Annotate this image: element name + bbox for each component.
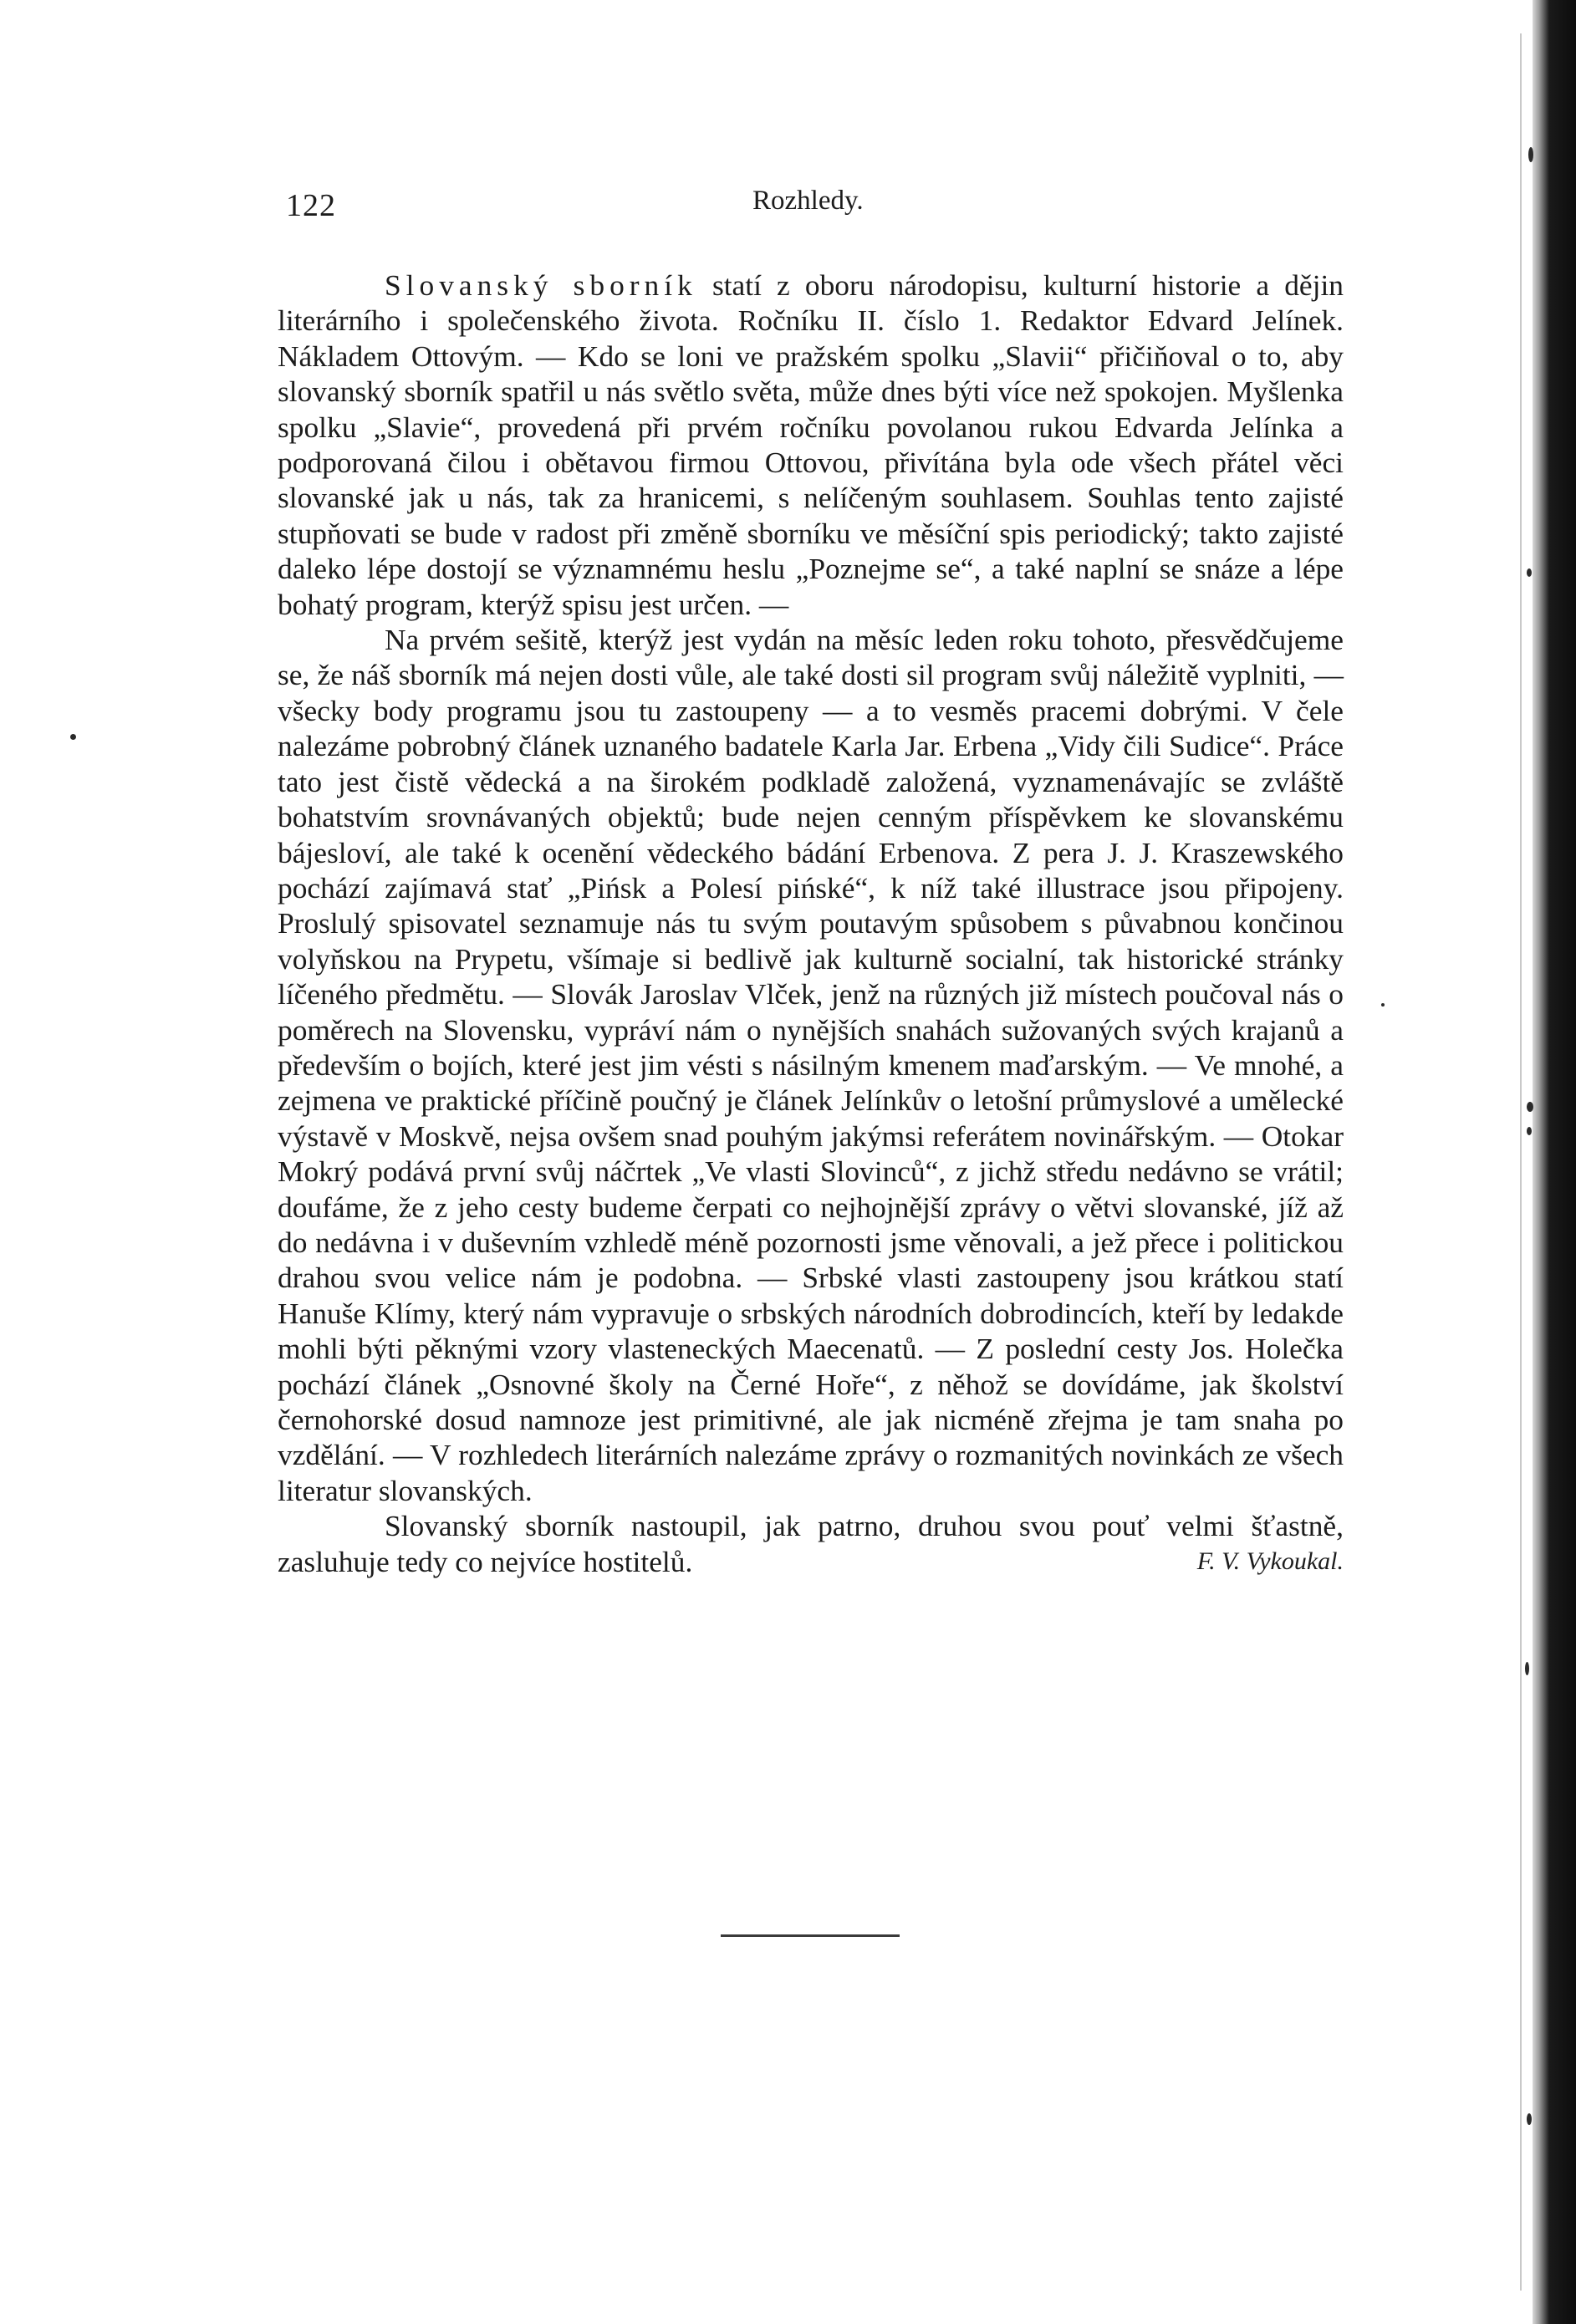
- author-signature: F. V. Vykoukal.: [1196, 1547, 1344, 1575]
- paragraph-3-text: Slovanský sborník nastoupil, jak patrno, druhou svou pouť velmi šťastně, zasluhuje tedy co nejvíce hostitelů.: [278, 1509, 1344, 1578]
- scan-speck: [1381, 1003, 1385, 1007]
- paragraph-2: Na prvém sešitě, kterýž jest vydán na měsíc leden roku tohoto, přesvědčujeme se, že náš sborník má nejen dosti vůle, ale také dosti sil program svůj náležitě vyplniti, — všecky body programu jsou tu zastoupeny — a to vesměs pracemi dobrými. V čele nalezáme pobrobný článek uznaného badatele Karla Jar. Erbena „Vidy čili Sudice“. Práce tato jest čistě vědecká a na širokém podkladě založená, vyznamenávajíc se zvláště bohatstvím srovnávaných objektů; bude nejen cenným příspěvkem ke slovanskému bájesloví, ale také k ocenění vědeckého bádání Erbenova. Z pera J. J. Kraszewského pochází zajímavá stať „Pińsk a Polesí pińské“, k níž také illustrace jsou připojeny. Proslulý spisovatel seznamuje nás tu svým poutavým spůsobem s půvabnou končinou volyňskou na Prypetu, všímaje si bedlivě jak kulturně socialní, tak historické stránky líčeného předmětu. — Slovák Jaroslav Vlček, jenž na různých již místech poučoval nás o poměrech na Slovensku, vypráví nám o nynějších snahách sužovaných svých krajanů a především o bojích, které jest jim vésti s násilným kmenem maďarským. — Ve mnohé, a zejmena ve praktické příčině poučný je článek Jelínkův o letošní průmyslové a umělecké výstavě v Moskvě, nejsa ovšem snad pouhým jakýmsi referátem novinářským. — Otokar Mokrý podává první svůj náčrtek „Ve vlasti Slovinců“, z jichž středu nedávno se vrátil; doufáme, že z jeho cesty budeme čerpati co nejhojnější zprávy o větvi slovanské, jíž až do nedávna i v duševním vzhledě méně pozornosti jsme věnovali, a jež přece i politickou drahou svou velice nám je podobna. — Srbské vlasti zastoupeny jsou krátkou statí Hanuše Klímy, který nám vypravuje o srbských národních dobrodincích, kteří by ledakde mohli býti pěknými vzory vlasteneckých Maecenatů. — Z poslední cesty Jos. Holečka pochází článek „Osnovné školy na Černé Hoře“, z něhož se dovídáme, jak školství černohorské dosud namnoze jest primitivné, ale jak nicméně zřejma je tam snaha po vzdělání. — V rozhledech literárních nalezáme zprávy o rozmanitých novinkách ze všech literatur slovanských.: [278, 623, 1344, 1507]
- scan-speck: [1525, 1662, 1529, 1675]
- page-number: 122: [286, 188, 336, 223]
- article-title: Slovanský sborník: [385, 268, 697, 302]
- running-head: Rozhledy.: [752, 186, 864, 216]
- paragraph-1: [278, 268, 1344, 622]
- scan-speck: [1528, 147, 1533, 162]
- scan-speck: [1527, 2113, 1532, 2125]
- paragraph-1-text: statí z oboru národopisu, kulturní historie a dějin literárního i společenského života. Ročníku II. číslo 1. Redaktor Edvard Jelínek. Nákladem Ottovým. — Kdo se loni ve pražském spolku „Slavii“ přičiňoval o to, aby slovanský sborník spatřil u nás světlo světa, může dnes býti více než spokojen. Myšlenka spolku „Slavie“, provedená při prvém ročníku povolanou rukou Edvarda Jelínka a podporovaná čilou i obětavou firmou Ottovou, přivítána byla ode všech přátel věci slovanské jak u nás, tak za hranicemi, s nelíčeným souhlasem. Souhlas tento zajisté stupňovati se bude v radost při změně sborníku ve měsíční spis periodický; takto zajisté daleko lépe dostojí se významnému heslu „Poznejme se“, a také naplní se snáze a lépe bohatý program, kterýž spisu jest určen. —: [278, 268, 1344, 621]
- scan-speck: [70, 734, 76, 740]
- scan-edge: [1533, 0, 1576, 2324]
- paragraph-3: [278, 1508, 1344, 1579]
- scan-speck: [1527, 1127, 1532, 1135]
- article-body: [278, 268, 1344, 1579]
- end-rule: [721, 1934, 900, 1937]
- scan-speck: [1527, 1102, 1533, 1112]
- scan-speck: [1527, 568, 1532, 577]
- scan-fold-line: [1520, 33, 1522, 2291]
